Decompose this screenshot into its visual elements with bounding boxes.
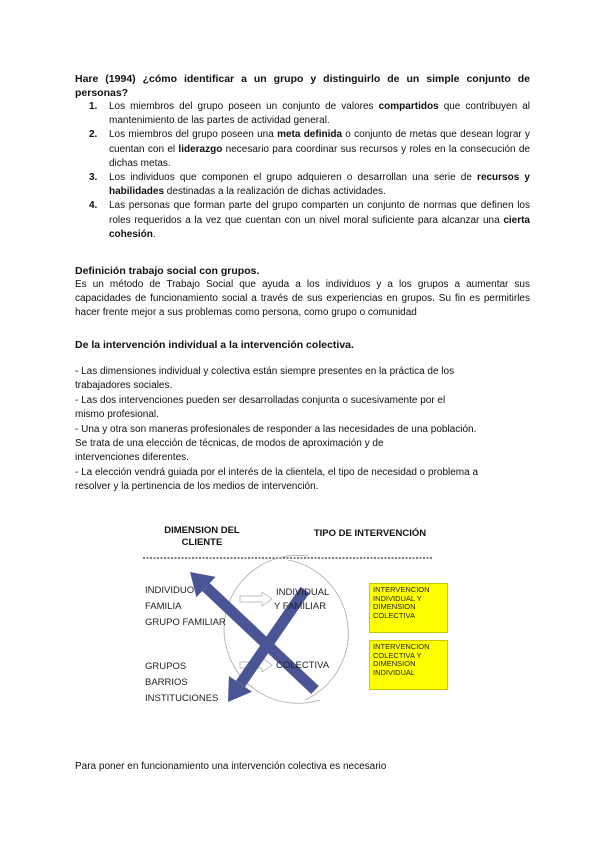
item-emphasis: meta definida bbox=[277, 129, 343, 141]
item-text: Los miembros del grupo poseen un conjunto de valores bbox=[109, 101, 379, 112]
diagram-head-left: DIMENSION DEL CLIENTE bbox=[164, 525, 240, 548]
box-top-line-2: INDIVIDUAL Y bbox=[373, 593, 422, 603]
item-text: . bbox=[152, 228, 156, 240]
definition-text: Es un método de Trabajo Social que ayuda a los individuos y a los grupos a aumentar sus capacidades de funcionamiento social a través de sus experiencias en grupos. Su fin es permitirles hacer frente mejor a sus problemas como persona, como grupo o comunidad bbox=[75, 279, 530, 319]
box-top-line-4: COLECTIVA bbox=[373, 610, 415, 620]
type-individual: INDIVIDUAL bbox=[276, 587, 330, 598]
box-individual-colectiva bbox=[369, 583, 448, 633]
footer-text: Para poner en funcionamiento una intervención colectiva es necesario bbox=[75, 761, 387, 772]
diagram-head-right: TIPO DE INTERVENCIÓN bbox=[313, 528, 427, 539]
item-text: que contribuyen al mantenimiento de las partes de actividad general. bbox=[109, 101, 530, 127]
item-emphasis: cierta cohesión bbox=[109, 214, 530, 240]
intervention-title: De la intervención individual a la intervención colectiva. bbox=[75, 339, 354, 351]
client-familia: FAMILIA bbox=[145, 601, 182, 612]
item-number: 4. bbox=[89, 200, 98, 212]
section-heading: Hare (1994) ¿cómo identificar a un grupo y distinguirlo de un simple conjunto de personas? bbox=[75, 73, 530, 99]
client-barrios: BARRIOS bbox=[145, 677, 188, 688]
item-text: destinadas a la realización de dichas actividades. bbox=[164, 186, 386, 198]
definition-title: Definición trabajo social con grupos. bbox=[75, 265, 260, 277]
client-grupo-familiar: GRUPO FAMILIAR bbox=[145, 617, 226, 628]
item-text: necesario para coordinar sus recursos y roles en la consecución de dichas metas. bbox=[109, 143, 530, 169]
intervention-line: intervenciones diferentes. bbox=[75, 452, 189, 463]
intervention-line: trabajadores sociales. bbox=[75, 380, 173, 391]
box-top-line-3: DIMENSION bbox=[373, 602, 416, 612]
box-colectiva-individual bbox=[369, 640, 448, 690]
item-emphasis: liderazgo bbox=[178, 143, 223, 155]
item-emphasis: compartidos bbox=[378, 101, 439, 112]
intervention-line: - Una y otra son maneras profesionales de responder a las necesidades de una población. bbox=[75, 424, 477, 435]
item-text: o conjunto de metas que desean lograr y cuentan con el bbox=[109, 129, 530, 155]
item-emphasis: recursos y habilidades bbox=[109, 172, 530, 198]
box-bottom-line-1: INTERVENCION bbox=[373, 642, 430, 651]
client-instituciones: INSTITUCIONES bbox=[145, 693, 219, 704]
type-colectiva: COLECTIVA bbox=[276, 660, 330, 671]
item-number: 1. bbox=[89, 101, 98, 112]
box-bottom-line-3: DIMENSION bbox=[373, 659, 416, 669]
intervention-line: mismo profesional. bbox=[75, 409, 159, 420]
box-top-line-1: INTERVENCION bbox=[373, 585, 430, 594]
item-text: Los miembros del grupo poseen una bbox=[109, 129, 278, 141]
intervention-line: - Las dos intervenciones pueden ser desarrolladas conjunta o sucesivamente por el bbox=[75, 395, 446, 406]
arrow-light-top bbox=[240, 592, 272, 606]
intervention-line: - La elección vendrá guiada por el interés de la clientela, el tipo de necesidad o problema a bbox=[75, 467, 479, 478]
intervention-line: - Las dimensiones individual y colectiva están siempre presentes en la práctica de los bbox=[75, 366, 455, 377]
box-bottom-line-4: INDIVIDUAL bbox=[373, 667, 416, 677]
item-number: 2. bbox=[89, 129, 98, 141]
client-individuo: INDIVIDUO bbox=[145, 585, 195, 596]
item-number: 3. bbox=[89, 172, 98, 184]
intervention-line: resolver y la pertinencia de los medios de intervención. bbox=[75, 481, 319, 492]
item-text: Los individuos que componen el grupo adquieren o desarrollan una serie de bbox=[109, 172, 478, 184]
item-text: Las personas que forman parte del grupo comparten un conjunto de normas que definen los roles requeridos a la vez que cuentan con un nivel moral suficiente para alcanzar una bbox=[109, 200, 530, 226]
box-bottom-line-2: COLECTIVA Y bbox=[373, 650, 422, 660]
intervention-line: Se trata de una elección de técnicas, de modos de aproximación y de bbox=[75, 438, 384, 449]
client-grupos: GRUPOS bbox=[145, 661, 187, 672]
type-familiar: Y FAMILIAR bbox=[274, 601, 327, 612]
